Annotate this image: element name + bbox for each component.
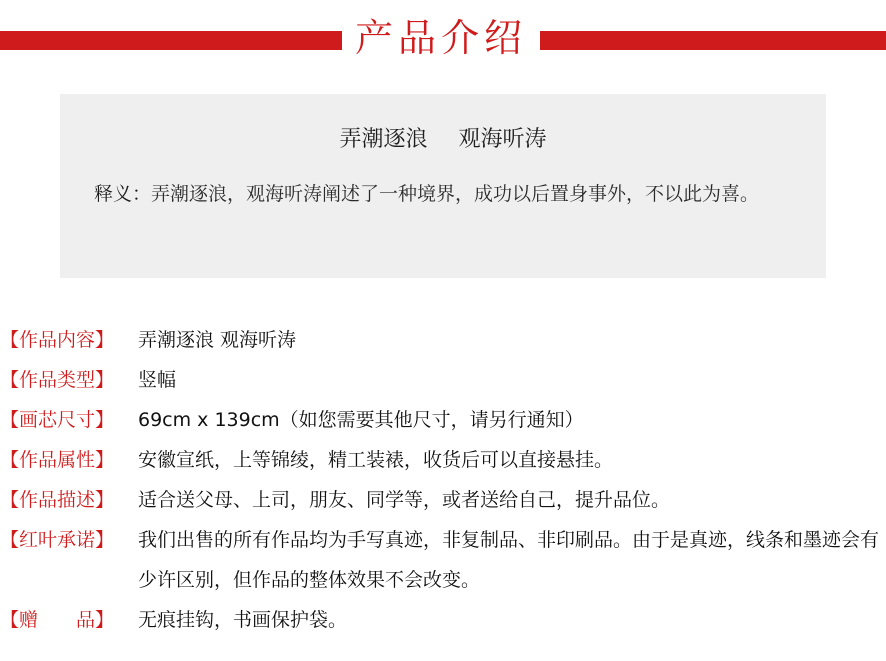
spec-label: 【作品描述】 [0, 489, 115, 511]
spec-label: 【赠 品】 [0, 609, 115, 631]
spec-value: 适合送父母、上司，朋友、同学等，或者送给自己，提升品位。 [138, 489, 671, 511]
artwork-explanation [94, 178, 796, 211]
section-header [0, 0, 886, 80]
header-rule-left [0, 31, 342, 50]
explanation-text: 弄潮逐浪，观海听涛阐述了一种境界，成功以后置身事外，不以此为喜。 [151, 183, 760, 205]
spec-label: 【作品属性】 [0, 449, 115, 471]
explanation-label: 释义： [94, 183, 152, 205]
artwork-title-right: 观海听涛 [458, 127, 547, 152]
spec-value: 弄潮逐浪 观海听涛 [138, 329, 297, 351]
spec-label: 【画芯尺寸】 [0, 409, 115, 431]
spec-label: 【红叶承诺】 [0, 529, 115, 551]
spec-value: 安徽宣纸，上等锦绫，精工装裱，收货后可以直接悬挂。 [138, 449, 614, 471]
spec-value: 69cm x 139cm（如您需要其他尺寸，请另行通知） [138, 409, 584, 431]
description-panel [60, 94, 826, 278]
spec-value: 我们出售的所有作品均为手写真迹，非复制品、非印刷品。由于是真迹，线条和墨迹会有少许区别，但作品的整体效果不会改变。 [138, 529, 880, 591]
spec-value: 无痕挂钩，书画保护袋。 [138, 609, 348, 631]
section-title: 产品介绍 [354, 16, 527, 60]
spec-label: 【作品内容】 [0, 329, 115, 351]
artwork-title-left: 弄潮逐浪 [339, 127, 428, 152]
artwork-title [60, 125, 826, 155]
header-rule-right [540, 31, 886, 50]
spec-label: 【作品类型】 [0, 369, 115, 391]
spec-value: 竖幅 [138, 369, 177, 391]
